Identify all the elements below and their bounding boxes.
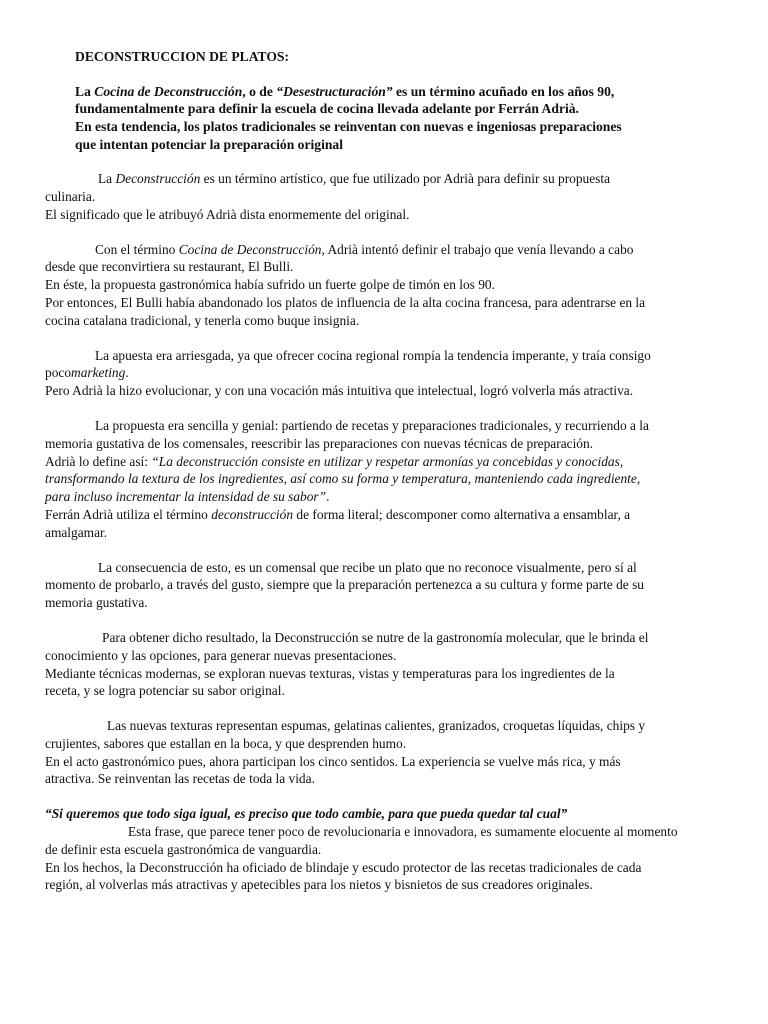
p1-line-3: El significado que le atribuyó Adrià dista enormemente del original. — [45, 206, 410, 222]
p6-line-1: Para obtener dicho resultado, la Deconstrucción se nutre de la gastronomía molecular, que le brinda el — [102, 629, 649, 645]
p7-line-4: atractiva. Se reinventan las recetas de toda la vida. — [45, 771, 315, 787]
document-title: DECONSTRUCCION DE PLATOS: — [75, 49, 290, 64]
p1-line-2: culinaria. — [45, 188, 96, 204]
p8-line-3: En los hechos, la Deconstrucción ha oficiado de blindaje y escudo protector de las recetas tradicionales de cada — [45, 859, 642, 875]
p8-line-2: de definir esta escuela gastronómica de vanguardia. — [45, 841, 322, 857]
p6-line-3: Mediante técnicas modernas, se exploran nuevas texturas, vistas y temperaturas para los ingredientes de la — [45, 665, 615, 681]
p1-line-1: La Deconstrucción es un término artístico, que fue utilizado por Adrià para definir su propuesta — [98, 171, 611, 187]
p2-line-2: desde que reconvirtiera su restaurant, El Bulli. — [45, 259, 294, 275]
p4-line-4: transformando la textura de los ingredientes, así como su forma y temperatura, manteniendo cada ingrediente, — [45, 471, 641, 487]
paragraph-4 — [45, 417, 725, 542]
p4-line-3: Adrià lo define así: “La deconstrucción consiste en utilizar y respetar armonías ya concebidas y conocidas, — [45, 453, 624, 469]
paragraph-8 — [45, 805, 725, 894]
p8-line-1: Esta frase, que parece tener poco de revolucionaria e innovadora, es sumamente elocuente al momento — [128, 824, 678, 840]
intro-line-3: En esta tendencia, los platos tradicionales se reinventan con nuevas e ingeniosas preparaciones — [75, 118, 622, 134]
document-page — [45, 40, 725, 894]
p3-line-1: La apuesta era arriesgada, ya que ofrecer cocina regional rompía la tendencia imperante, y traía consigo — [95, 347, 651, 363]
paragraph-3 — [45, 347, 725, 400]
p5-line-2: momento de probarlo, a través del gusto, siempre que la preparación pertenezca a su cultura y forme parte de su — [45, 577, 644, 593]
adria-quote: “La deconstrucción consiste en utilizar y respetar armonías ya concebidas y conocidas, — [151, 453, 624, 469]
paragraph-1 — [45, 170, 725, 223]
p2-line-1: Con el término Cocina de Deconstrucción, Adrià intentó definir el trabajo que venía llevando a cabo — [95, 241, 634, 257]
paragraph-2 — [45, 241, 725, 330]
p7-line-1: Las nuevas texturas representan espumas, gelatinas calientes, granizados, croquetas líquidas, chips y — [107, 718, 646, 734]
paragraph-6 — [45, 629, 725, 700]
p2-line-5: cocina catalana tradicional, y tenerla como buque insignia. — [45, 312, 360, 328]
p4-line-5: para incluso incrementar la intensidad de su sabor”. — [45, 489, 330, 505]
intro-line-4: que intentan potenciar la preparación original — [75, 136, 343, 152]
p3-line-2: pocomarketing. — [45, 365, 129, 381]
paragraph-7 — [45, 717, 725, 788]
p6-line-4: receta, y se logra potenciar su sabor original. — [45, 683, 285, 699]
closing-quote: “Si queremos que todo siga igual, es preciso que todo cambie, para que pueda quedar tal cual” — [45, 806, 568, 822]
p5-line-1: La consecuencia de esto, es un comensal que recibe un plato que no reconoce visualmente, pero sí al — [98, 559, 637, 575]
intro-em-cocina: Cocina de Deconstrucción — [94, 83, 243, 99]
p6-line-2: conocimiento y las opciones, para generar nuevas presentaciones. — [45, 647, 397, 663]
intro-line-1: La Cocina de Deconstrucción, o de “Desestructuración” es un término acuñado en los años 90, — [75, 83, 615, 99]
intro-paragraph — [75, 83, 725, 153]
p7-line-2: crujientes, sabores que estallan en la boca, y que desprenden humo. — [45, 735, 407, 751]
p8-line-4: región, al volverlas más atractivas y apetecibles para los nietos y bisnietos de sus creadores originales. — [45, 877, 593, 893]
p2-line-4: Por entonces, El Bulli había abandonado los platos de influencia de la alta cocina francesa, para adentrarse en la — [45, 294, 646, 310]
paragraph-5 — [45, 559, 725, 612]
p4-line-6: Ferrán Adrià utiliza el término deconstrucción de forma literal; descomponer como alternativa a ensamblar, a — [45, 506, 631, 522]
p4-line-1: La propuesta era sencilla y genial: partiendo de recetas y preparaciones tradicionales, y recurriendo a la — [95, 417, 649, 433]
intro-line-2: fundamentalmente para definir la escuela de cocina llevada adelante por Ferrán Adrià. — [75, 101, 579, 117]
p2-line-3: En éste, la propuesta gastronómica había sufrido un fuerte golpe de timón en los 90. — [45, 277, 495, 293]
p5-line-3: memoria gustativa. — [45, 595, 148, 611]
p3-line-3: Pero Adrià la hizo evolucionar, y con una vocación más intuitiva que intelectual, logró volverla más atractiva. — [45, 383, 634, 399]
p7-line-3: En el acto gastronómico pues, ahora participan los cinco sentidos. La experiencia se vuelve más rica, y más — [45, 753, 621, 769]
p4-line-7: amalgamar. — [45, 524, 108, 540]
intro-em-desestructuracion: “Desestructuración” — [276, 83, 393, 99]
p4-line-2: memoria gustativa de los comensales, reescribir las preparaciones con nuevas técnicas de preparación. — [45, 435, 594, 451]
